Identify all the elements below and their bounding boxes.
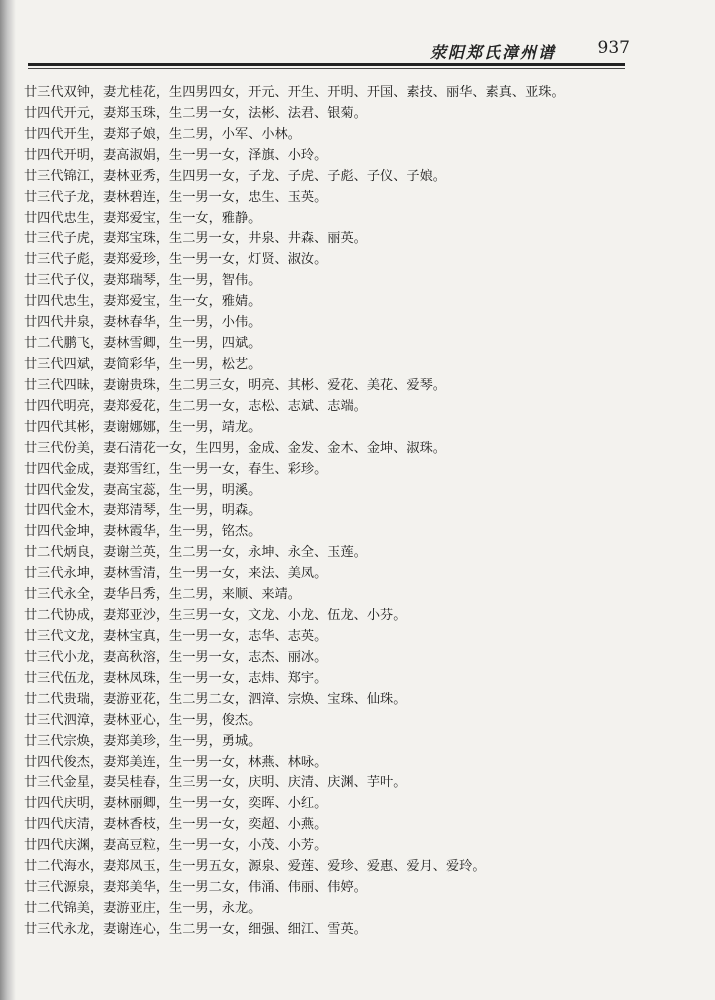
genealogy-entry: 廿二代锦美，妻游亚庄，生一男，永龙。 [24, 900, 262, 916]
page-header [430, 38, 630, 62]
genealogy-entry: 廿四代金坤，妻林霞华，生一男，铭杰。 [24, 524, 262, 540]
genealogy-entry: 廿四代开元，妻郑玉珠，生二男一女，法彬、法君、银菊。 [24, 105, 367, 121]
genealogy-entry: 廿三代永坤，妻林雪清，生一男一女，来法、美凤。 [24, 566, 328, 582]
genealogy-entry: 廿四代忠生，妻郑爱宝，生一女，雅静。 [24, 210, 262, 226]
header-title: 荥阳郑氏漳州谱 [430, 43, 557, 62]
genealogy-entry: 廿三代小龙，妻高秋溶，生一男一女，志杰、丽冰。 [24, 649, 328, 665]
genealogy-entry: 廿三代子虎，妻郑宝珠，生二男一女，井泉、井森、丽英。 [24, 231, 367, 247]
genealogy-entry: 廿三代宗焕，妻郑美珍，生一男，勇城。 [24, 733, 262, 749]
genealogy-entry: 廿四代金木，妻郑清琴，生一男，明森。 [24, 503, 262, 519]
genealogy-entry: 廿三代永全，妻华吕秀，生二男，来顺、来靖。 [24, 587, 301, 603]
genealogy-entry: 廿三代永龙，妻谢连心，生二男一女，细强、细江、雪英。 [24, 921, 367, 937]
genealogy-entry: 廿二代炳良，妻谢兰英，生二男一女，永坤、永全、玉莲。 [24, 545, 367, 561]
genealogy-entry: 廿四代明亮，妻郑爱花，生二男一女，志松、志斌、志端。 [24, 398, 367, 414]
header-rule [28, 63, 625, 66]
genealogy-entry: 廿三代双钟，妻尤桂花，生四男四女，开元、开生、开明、开国、素技、丽华、素真、亚珠。 [24, 85, 565, 100]
page-number: 937 [597, 38, 630, 58]
genealogy-entry: 廿三代四斌，妻简彩华，生一男，松艺。 [24, 356, 262, 372]
genealogy-entry: 廿三代份美，妻石清花一女，生四男，金成、金发、金木、金坤、淑珠。 [24, 440, 446, 456]
genealogy-entry: 廿三代伍龙，妻林凤珠，生一男一女，志炜、郑宇。 [24, 670, 328, 686]
header-rule-thin [28, 68, 625, 69]
genealogy-entry: 廿三代四昧，妻谢贵珠，生二男三女，明亮、其彬、爱花、美花、爱琴。 [24, 377, 446, 393]
genealogy-entry: 廿三代金星，妻吴桂春，生三男一女，庆明、庆清、庆渊、芋叶。 [24, 775, 407, 791]
genealogy-entry: 廿四代忠生，妻郑爱宝，生一女，雅婧。 [24, 294, 262, 310]
genealogy-entry: 廿四代其彬，妻谢娜娜，生一男，靖龙。 [24, 419, 262, 435]
genealogy-entry: 廿四代庆渊，妻高豆粒，生一男一女，小茂、小芳。 [24, 838, 328, 854]
genealogy-entry: 廿三代文龙，妻林宝真，生一男一女，志华、志英。 [24, 628, 328, 644]
genealogy-entry: 廿三代子龙，妻林碧连，生一男一女，忠生、玉英。 [24, 189, 328, 205]
genealogy-entry: 廿四代开生，妻郑子娘，生二男，小军、小林。 [24, 126, 301, 142]
genealogy-entry: 廿四代金发，妻高宝蕊，生一男，明溪。 [24, 482, 262, 498]
genealogy-entry: 廿二代海水，妻郑凤玉，生一男五女，源泉、爱莲、爱珍、爱惠、爱月、爱玲。 [24, 859, 486, 875]
genealogy-entry: 廿四代庆清，妻林香枝，生一男一女，奕超、小燕。 [24, 817, 328, 833]
genealogy-entry: 廿三代子彪，妻郑爱珍，生一男一女，灯贤、淑汝。 [24, 252, 328, 268]
genealogy-entry: 廿四代井泉，妻林春华，生一男，小伟。 [24, 315, 262, 331]
genealogy-entry: 廿四代庆明，妻林丽卿，生一男一女，奕晖、小红。 [24, 796, 328, 812]
genealogy-entry: 廿三代源泉，妻郑美华，生一男二女，伟涌、伟丽、伟婷。 [24, 880, 367, 896]
genealogy-entry: 廿四代开明，妻高淑娟，生一男一女，泽旗、小玲。 [24, 147, 328, 163]
genealogy-entry: 廿二代协成，妻郑亚沙，生三男一女，文龙、小龙、伍龙、小芬。 [24, 608, 407, 624]
genealogy-entry: 廿三代锦江，妻林亚秀，生四男一女，子龙、子虎、子彪、子仪、子娘。 [24, 168, 446, 184]
genealogy-entry: 廿三代子仪，妻郑瑞琴，生一男，智伟。 [24, 273, 262, 289]
book-binding-shadow [0, 0, 16, 1000]
genealogy-entries [24, 83, 684, 941]
genealogy-entry: 廿二代贵瑞，妻游亚花，生二男二女，泗漳、宗焕、宝珠、仙珠。 [24, 691, 407, 707]
genealogy-entry: 廿四代金成，妻郑雪红，生一男一女，春生、彩珍。 [24, 461, 328, 477]
genealogy-entry: 廿三代泗漳，妻林亚心，生一男，俊杰。 [24, 712, 262, 728]
genealogy-entry: 廿四代俊杰，妻郑美连，生一男一女，林燕、林咏。 [24, 754, 328, 770]
genealogy-entry: 廿二代鹏飞，妻林雪卿，生一男，四斌。 [24, 336, 262, 352]
